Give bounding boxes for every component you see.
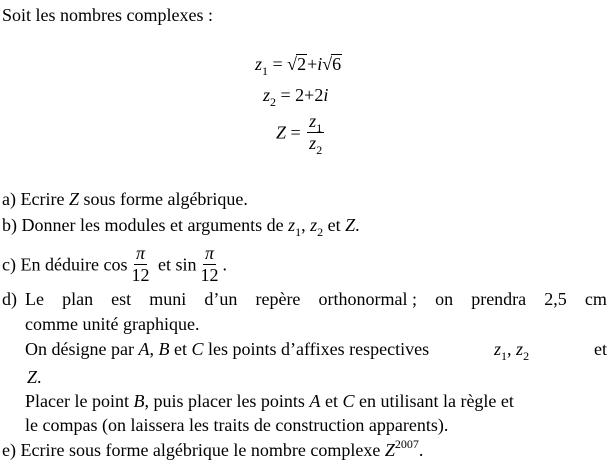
equation-Z: Z = $\frac{z_1}{z_2}$: [276, 111, 323, 157]
question-d-label: d): [2, 289, 17, 309]
equation-z1: $z_1 = √2+i√6$: [255, 54, 342, 78]
question-d-line2: comme unité graphique.: [25, 314, 200, 334]
question-d-line3: On désigne par A, B et C les points d’affixes respectives $z_1$, $z_2$ et: [25, 339, 607, 363]
question-c: c) En déduire cos $\frac{\pi}{12}$ et sin $\frac{\pi}{12}$ .: [2, 243, 227, 285]
question-d-line1: Le plan est muni d’un repère orthonormal ; on prendra 2,5 cm: [25, 289, 607, 309]
question-d-line6: le compas (on laissera les traits de construction apparents).: [25, 415, 449, 435]
intro-text: Soit les nombres complexes :: [2, 5, 213, 25]
question-a: a) Ecrire Z sous forme algébrique.: [2, 189, 248, 209]
question-d-line5: Placer le point B, puis placer les points A et C en utilisant la règle et: [25, 391, 514, 411]
question-e: e) Ecrire sous forme algébrique le nombre complexe $Z^{2007}$.: [2, 437, 424, 460]
equation-z2: $z_2 = 2+2i$: [263, 85, 329, 109]
question-b: b) Donner les modules et arguments de $z_1$, $z_2$ et Z.: [2, 215, 360, 239]
question-d-line4: Z.: [27, 367, 42, 387]
